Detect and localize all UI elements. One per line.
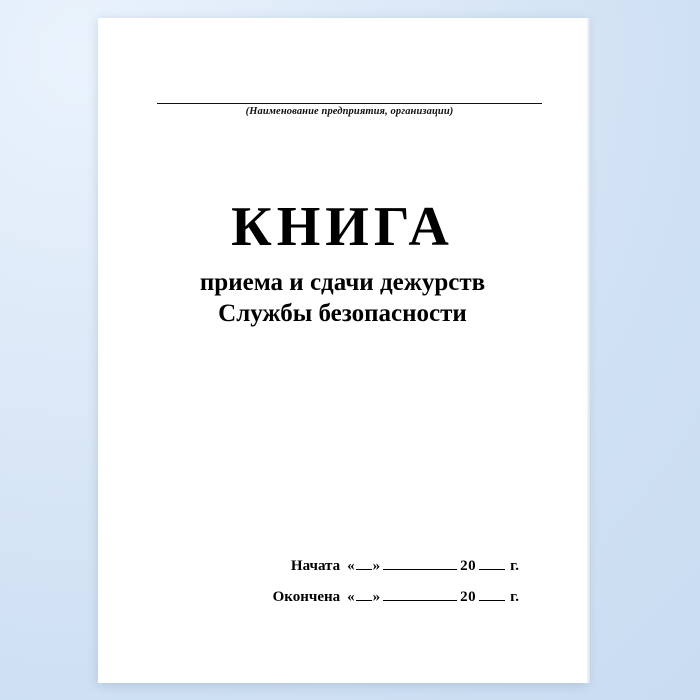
document-subtitle-line-2: Службы безопасности: [218, 300, 467, 328]
start-date-month-blank: [383, 569, 457, 570]
start-date-year-suffix: г.: [510, 558, 519, 574]
end-date-row: [98, 589, 587, 606]
document-subtitle-line-1: приема и сдачи дежурств: [199, 268, 486, 296]
start-date-row: [98, 558, 587, 575]
end-date-year-prefix: 20: [460, 589, 477, 605]
organization-name-rule: [157, 103, 542, 104]
start-date-year-prefix: 20: [460, 558, 477, 574]
date-fields: [98, 558, 587, 620]
title-block: [98, 198, 587, 329]
end-date-quote-open: «: [347, 589, 355, 605]
start-date-year-blank: [479, 569, 505, 570]
start-date-day-blank: [356, 569, 372, 570]
start-date-label: Начата: [290, 558, 341, 574]
end-date-year-suffix: г.: [510, 589, 519, 605]
start-date-quote-open: «: [347, 558, 355, 574]
end-date-year-blank: [479, 600, 505, 601]
book-cover: [98, 18, 587, 683]
end-date-label: Окончена: [272, 589, 341, 605]
end-date-day-blank: [356, 600, 372, 601]
end-date-month-blank: [383, 600, 457, 601]
organization-name-caption: (Наименование предприятия, организации): [245, 106, 454, 117]
document-title: КНИГА: [231, 196, 454, 258]
start-date-quote-close: »: [372, 558, 381, 574]
end-date-quote-close: »: [372, 589, 381, 605]
